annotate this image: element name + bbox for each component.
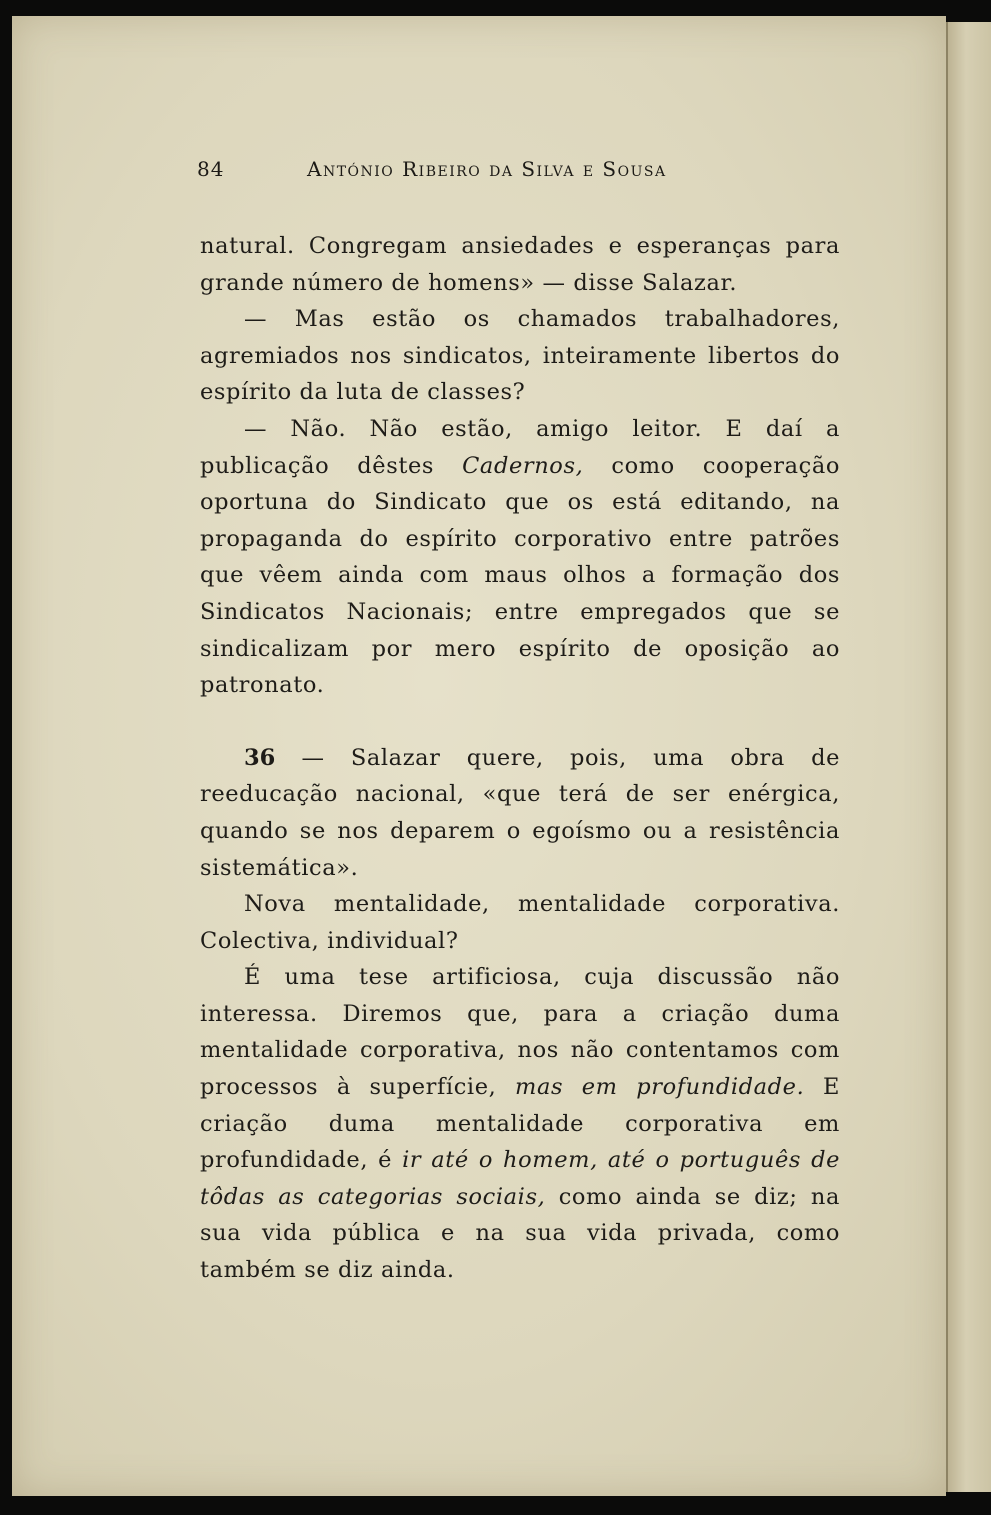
paragraph-continuation: natural. Congregam ansiedades e esperanças para grande número de homens» — disse Salazar.: [200, 233, 840, 296]
paragraph-thesis-italic-1: mas em profundidade.: [515, 1074, 805, 1101]
paragraph-answer-text-b: como cooperação oportuna do Sindicato que os está editando, na propaganda do espírito corporativo entre patrões que vêem ainda com maus olhos a formação dos Sindicatos Nacionais; entre empregados que se sindicalizam por mero espírito de oposição ao patronato.: [200, 452, 840, 699]
paragraph-answer-italic: Cadernos,: [462, 452, 584, 479]
adjacent-page-edge: [946, 22, 991, 1492]
paragraph-answer-text-a: — Não. Não estão, amigo leitor. E daí a publicação dêstes: [200, 415, 840, 479]
section-36-text: — Salazar quere, pois, uma obra de reeducação nacional, «que terá de ser enérgica, quando se nos deparem o egoísmo ou a resistência sistemática».: [200, 744, 840, 881]
paragraph-answer: [200, 411, 840, 704]
running-title: António Ribeiro da Silva e Sousa: [307, 157, 667, 181]
body-text: [200, 228, 840, 1289]
paragraph-thesis-text-b: E criação duma mentalidade corporativa em profundidade, é: [200, 1074, 840, 1174]
section-number: 36: [244, 744, 276, 771]
running-head: [197, 157, 797, 181]
paragraph-thesis: [200, 959, 840, 1288]
page-number: 84: [197, 157, 225, 181]
paragraph-thesis-text-a: É uma tese artificiosa, cuja discussão não interessa. Diremos que, para a criação duma mentalidade corporativa, nos não contentamos com processos à superfície,: [200, 964, 840, 1101]
paragraph-question: — Mas estão os chamados trabalhadores, agremiados nos sindicatos, inteiramente libertos do espírito da luta de classes?: [200, 306, 840, 406]
paragraph-thesis-text-c: como ainda se diz; na sua vida pública e na sua vida privada, como também se diz ainda.: [200, 1183, 840, 1284]
section-36: [200, 740, 840, 886]
paragraph-mentality: Nova mentalidade, mentalidade corporativa. Colectiva, individual?: [200, 891, 840, 954]
paragraph-thesis-italic-2: ir até o homem, até o português de tôdas as categorias sociais,: [200, 1147, 840, 1210]
